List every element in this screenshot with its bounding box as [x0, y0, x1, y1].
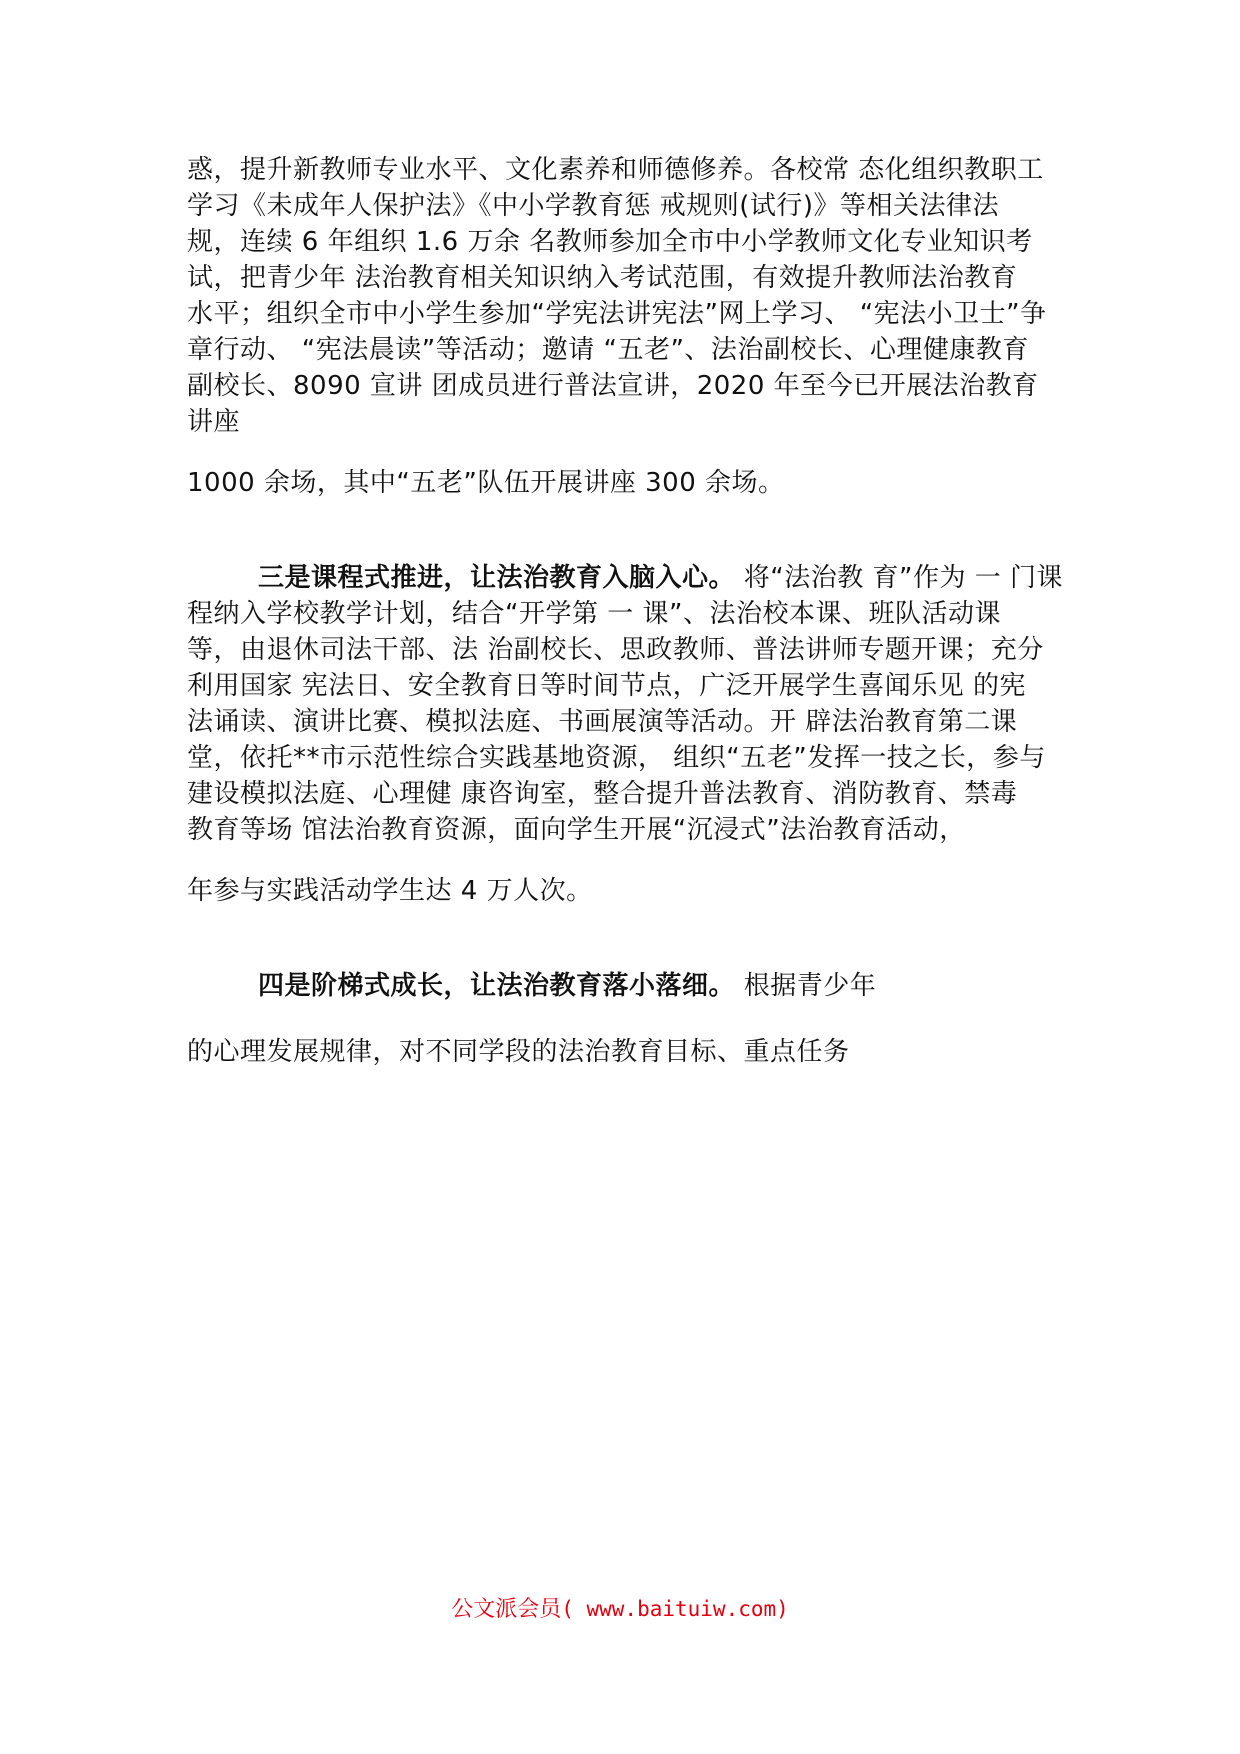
- footer-watermark: [0, 1592, 1240, 1623]
- paragraph2-line-5: 法诵读、演讲比赛、模拟法庭、书画展演等活动。开 辟法治教育第二课: [187, 707, 1018, 737]
- paragraph1-line-4: 试，把青少年 法治教育相关知识纳入考试范围，有效提升教师法治教育: [187, 263, 1018, 293]
- paragraph1-line-2: 学习《未成年人保护法》《中小学教育惩 戒规则(试行)》等相关法律法: [187, 191, 1000, 221]
- paragraph2-line-6: 堂，依托**市示范性综合实践基地资源， 组织“五老”发挥一技之长，参与: [187, 743, 1046, 773]
- paragraph3-first-line: [258, 966, 876, 1006]
- paragraph1-tail: 1000 余场，其中“五老”队伍开展讲座 300 余场。: [187, 468, 785, 498]
- paragraph1-line-3: 规，连续 6 年组织 1.6 万余 名教师参加全市中小学教师文化专业知识考: [187, 227, 1033, 257]
- paragraph2-tail: 年参与实践活动学生达 4 万人次。: [187, 876, 593, 906]
- paragraph1-line-8: 讲座: [187, 407, 241, 437]
- paragraph2-first-line-text: 将“法治教 育”作为 一 门课: [735, 563, 1064, 593]
- paragraph2-line-3: 等，由退休司法干部、法 治副校长、思政教师、普法讲师专题开课；充分: [187, 635, 1044, 665]
- paragraph2-line-2: 程纳入学校教学计划，结合“开学第 一 课”、法治校本课、班队活动课: [187, 599, 1001, 629]
- paragraph1-line-5: 水平；组织全市中小学生参加“学宪法讲宪法”网上学习、 “宪法小卫士”争: [187, 299, 1047, 329]
- footer-url[interactable]: ( www.baituiw.com): [561, 1597, 789, 1621]
- paragraph1-line-6: 章行动、 “宪法晨读”等活动；邀请 “五老”、法治副校长、心理健康教育: [187, 335, 1029, 365]
- paragraph3-tail: 的心理发展规律，对不同学段的法治教育目标、重点任务: [187, 1037, 850, 1067]
- paragraph2-line-7: 建设模拟法庭、心理健 康咨询室，整合提升普法教育、消防教育、禁毒: [187, 779, 1018, 809]
- paragraph1-line-1: 惑，提升新教师专业水平、文化素养和师德修养。各校常 态化组织教职工: [187, 155, 1044, 185]
- paragraph3-heading: 四是阶梯式成长，让法治教育落小落细。: [258, 971, 736, 1001]
- paragraph2-first-line: [258, 558, 1063, 598]
- paragraph1-line-7: 副校长、8090 宣讲 团成员进行普法宣讲，2020 年至今已开展法治教育: [187, 371, 1039, 401]
- paragraph2-line-8: 教育等场 馆法治教育资源，面向学生开展“沉浸式”法治教育活动，: [187, 815, 966, 845]
- paragraph2-line-4: 利用国家 宪法日、安全教育日等时间节点，广泛开展学生喜闻乐见 的宪: [187, 671, 1027, 701]
- paragraph3-first-line-text: 根据青少年: [735, 971, 877, 1001]
- footer-label: 公文派会员: [451, 1597, 562, 1622]
- paragraph2-heading: 三是课程式推进，让法治教育入脑入心。: [258, 563, 736, 593]
